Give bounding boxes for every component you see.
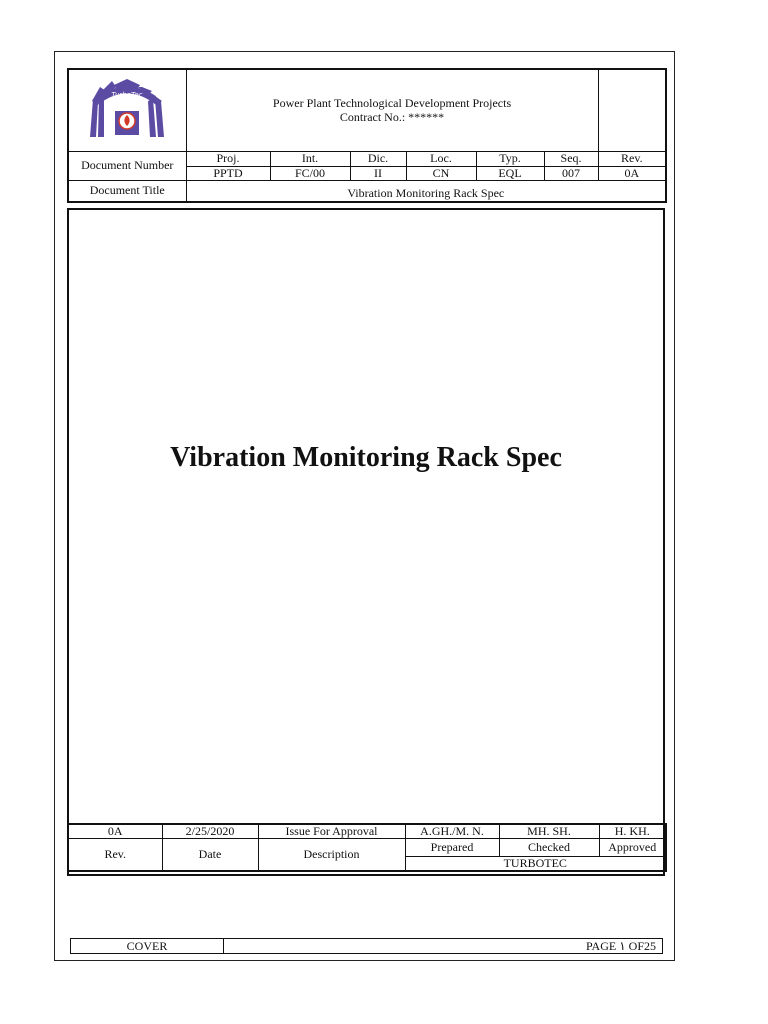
- document-number-label: Document Number: [68, 151, 186, 180]
- approved-by: H. KH.: [599, 824, 666, 839]
- code-header-proj: Proj.: [186, 151, 270, 166]
- page-indicator: [224, 939, 663, 954]
- code-value-loc: CN: [406, 166, 476, 180]
- date-label: Date: [162, 839, 258, 872]
- code-value-seq: 007: [544, 166, 598, 180]
- prepared-label: Prepared: [405, 839, 499, 857]
- rev-label: Rev.: [68, 839, 162, 872]
- blank-cell: [598, 69, 666, 151]
- page-title: Vibration Monitoring Rack Spec: [170, 442, 562, 473]
- project-line: Power Plant Technological Development Projects: [272, 96, 512, 111]
- code-header-loc: Loc.: [406, 151, 476, 166]
- checked-by: MH. SH.: [499, 824, 599, 839]
- rev-value: 0A: [68, 824, 162, 839]
- code-value-proj: PPTD: [186, 166, 270, 180]
- code-header-typ: Typ.: [476, 151, 544, 166]
- description-label: Description: [258, 839, 405, 872]
- code-header-dic: Dic.: [350, 151, 406, 166]
- body-frame: [67, 208, 665, 876]
- document-title-value: Vibration Monitoring Rack Spec: [186, 180, 666, 202]
- contract-line: Contract No.: ******: [339, 110, 445, 125]
- project-cell: [186, 69, 598, 151]
- company-label: TURBOTEC: [405, 857, 666, 872]
- code-header-int: Int.: [270, 151, 350, 166]
- prepared-by: A.GH./M. N.: [405, 824, 499, 839]
- date-value: 2/25/2020: [162, 824, 258, 839]
- logo-cell: [68, 69, 186, 151]
- revision-table: [67, 823, 667, 872]
- code-header-rev: Rev.: [598, 151, 666, 166]
- description-value: Issue For Approval: [258, 824, 405, 839]
- page-total: OF25: [628, 938, 656, 953]
- turbotec-logo: [84, 77, 170, 141]
- code-value-dic: II: [350, 166, 406, 180]
- document-title-label: Document Title: [68, 180, 186, 202]
- checked-label: Checked: [499, 839, 599, 857]
- page-number: ١: [619, 938, 626, 953]
- page-label: PAGE: [585, 938, 617, 953]
- code-value-typ: EQL: [476, 166, 544, 180]
- approved-label: Approved: [599, 839, 666, 857]
- code-value-rev: 0A: [598, 166, 666, 180]
- section-label: COVER: [71, 939, 224, 954]
- logo-text: TurboTec: [111, 90, 143, 99]
- footer-bar: [70, 938, 663, 954]
- code-header-seq: Seq.: [544, 151, 598, 166]
- code-value-int: FC/00: [270, 166, 350, 180]
- title-block: [67, 68, 667, 203]
